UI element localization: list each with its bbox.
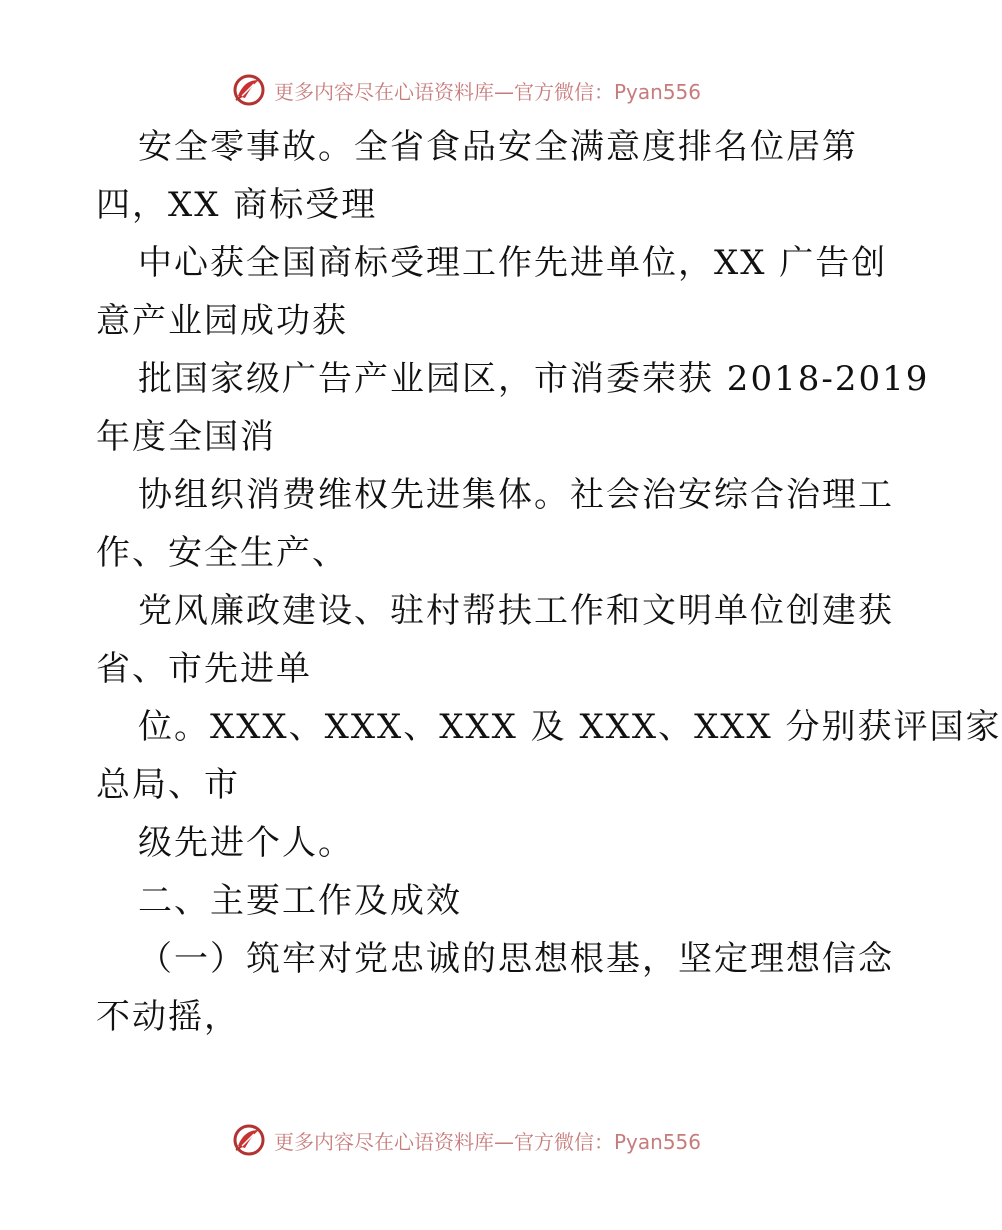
text-line: 四，XX 商标受理: [96, 185, 378, 225]
section-heading: 二、主要工作及成效: [138, 881, 462, 921]
text-line: 安全零事故。全省食品安全满意度排名位居第: [138, 127, 858, 167]
header-banner-text: 更多内容尽在心语资料库—官方微信：Pyan556: [274, 79, 702, 104]
text-line: 中心获全国商标受理工作先进单位，XX 广告创: [138, 243, 888, 283]
text-line: 总局、市: [96, 765, 240, 805]
footer-banner: [232, 1122, 752, 1158]
text-line: 不动摇，: [96, 997, 240, 1037]
text-line: 省、市先进单: [96, 649, 312, 689]
text-line: 位。XXX、XXX、XXX 及 XXX、XXX 分别获评国家: [138, 707, 1002, 747]
subsection-heading: （一）筑牢对党忠诚的思想根基，坚定理想信念: [138, 939, 894, 979]
feather-pen-logo-icon: [232, 73, 266, 107]
text-line: 级先进个人。: [138, 823, 354, 863]
text-line: 协组织消费维权先进集体。社会治安综合治理工: [138, 475, 894, 515]
header-banner: [232, 72, 752, 108]
text-line: 批国家级广告产业园区，市消委荣获 2018-2019: [138, 359, 930, 399]
document-body: [96, 118, 1002, 1046]
text-line: 党风廉政建设、驻村帮扶工作和文明单位创建获: [138, 591, 894, 631]
text-line: 意产业园成功获: [96, 301, 348, 341]
footer-banner-text: 更多内容尽在心语资料库—官方微信：Pyan556: [274, 1129, 702, 1154]
text-line: 年度全国消: [96, 417, 276, 457]
text-line: 作、安全生产、: [96, 533, 348, 573]
feather-pen-logo-icon: [232, 1123, 266, 1157]
